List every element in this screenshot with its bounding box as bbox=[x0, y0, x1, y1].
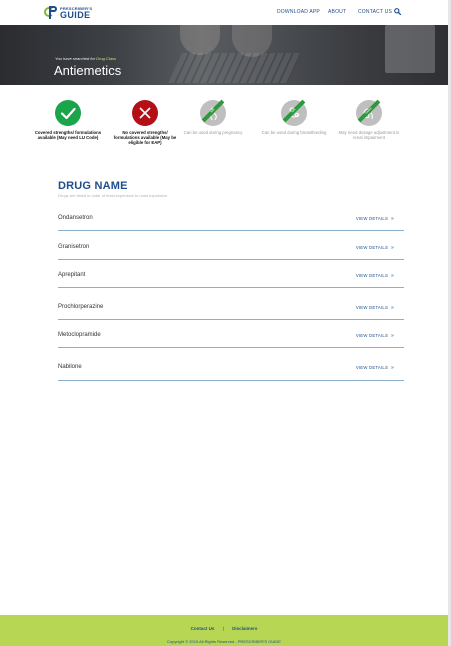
nav-about[interactable]: ABOUT bbox=[328, 9, 347, 15]
view-details-button[interactable]: VIEW DETAILS » bbox=[355, 365, 394, 371]
hero-keyboard bbox=[168, 53, 302, 83]
drug-row-aprepitant[interactable] bbox=[58, 266, 404, 288]
safe-badge: Safe bbox=[202, 100, 225, 123]
drug-name: Prochlorperazine bbox=[58, 304, 104, 310]
legend-not-covered-text: No covered strengths/ formulations available (May be eligible for EAP) bbox=[113, 130, 177, 146]
drug-row-metoclopramide[interactable] bbox=[58, 326, 404, 348]
hero-hand-left bbox=[180, 25, 220, 55]
row-divider bbox=[58, 347, 404, 348]
chevron-right-icon: » bbox=[391, 245, 394, 251]
chevron-right-icon: » bbox=[391, 365, 394, 371]
view-details-button[interactable]: VIEW DETAILS » bbox=[355, 245, 394, 251]
chevron-right-icon: » bbox=[391, 333, 394, 339]
logo-bottom-text: GUIDE bbox=[60, 9, 91, 20]
drug-list-heading: DRUG NAME bbox=[58, 180, 128, 192]
copyright-text: Copyright © 2019 All Rights Reserved - PRESCRIBER'S GUIDE bbox=[167, 639, 281, 644]
view-details-button[interactable]: VIEW DETAILS » bbox=[355, 333, 394, 339]
view-details-button[interactable]: VIEW DETAILS » bbox=[355, 305, 394, 311]
chevron-right-icon: » bbox=[391, 305, 394, 311]
drug-name: Aprepitant bbox=[58, 272, 86, 278]
legend-covered bbox=[33, 100, 103, 140]
caution-badge: Caution bbox=[358, 100, 381, 123]
search-icon[interactable] bbox=[394, 8, 401, 15]
legend-pregnancy-text: Can be used during pregnancy bbox=[183, 130, 243, 135]
logo-mark-icon bbox=[44, 6, 58, 20]
legend-renal-text: May need dosage adjustment in renal impairment bbox=[338, 130, 400, 141]
drug-row-prochlorperazine[interactable] bbox=[58, 298, 404, 320]
view-details-button[interactable]: VIEW DETAILS » bbox=[355, 216, 394, 222]
breastfeeding-icon bbox=[281, 100, 307, 126]
legend-covered-text: Covered strengths/ formulations available (May need LU Code) bbox=[34, 130, 102, 141]
search-context-prefix: You have searched for bbox=[55, 56, 96, 61]
chevron-right-icon: » bbox=[391, 273, 394, 279]
search-context bbox=[55, 56, 116, 61]
drug-row-granisetron[interactable] bbox=[58, 238, 404, 260]
nav-download-app[interactable]: DOWNLOAD APP bbox=[277, 9, 320, 15]
footer-disclaimers-link[interactable]: Disclaimers bbox=[232, 626, 258, 631]
safe-badge: Safe bbox=[283, 100, 306, 123]
row-divider bbox=[58, 259, 404, 260]
hero-banner bbox=[0, 25, 448, 85]
drug-name: Ondansetron bbox=[58, 215, 93, 221]
hero-clipboard bbox=[385, 25, 435, 73]
legend-not-covered bbox=[110, 100, 180, 146]
legend-breastfeeding-text: Can be used during breastfeeding bbox=[261, 130, 327, 135]
legend-pregnancy bbox=[178, 100, 248, 135]
site-header bbox=[0, 0, 448, 25]
check-icon bbox=[55, 100, 81, 126]
row-divider bbox=[58, 287, 404, 288]
footer-contact-link[interactable]: Contact Us bbox=[190, 626, 215, 631]
drug-name: Granisetron bbox=[58, 244, 90, 250]
drug-name: Nabilone bbox=[58, 364, 82, 370]
logo[interactable] bbox=[44, 5, 92, 21]
x-icon bbox=[132, 100, 158, 126]
row-divider bbox=[58, 380, 404, 381]
legend-breastfeeding bbox=[259, 100, 329, 135]
chevron-right-icon: » bbox=[391, 216, 394, 222]
page-title: Antiemetics bbox=[54, 63, 122, 78]
pregnancy-icon bbox=[200, 100, 226, 126]
drug-row-ondansetron[interactable] bbox=[58, 209, 404, 231]
drug-list-note: Drugs are listed in order of least expensive to most expensive bbox=[58, 193, 168, 198]
footer-links bbox=[0, 626, 448, 631]
footer-separator: | bbox=[222, 626, 224, 631]
logo-top-text: PRESCRIBER'S bbox=[60, 5, 93, 11]
site-footer bbox=[0, 615, 448, 646]
drug-name: Metoclopramide bbox=[58, 332, 101, 338]
renal-icon bbox=[356, 100, 382, 126]
row-divider bbox=[58, 230, 404, 231]
drug-row-nabilone[interactable] bbox=[58, 358, 404, 381]
search-context-class: Drug Class bbox=[96, 56, 116, 61]
row-divider bbox=[58, 319, 404, 320]
view-details-button[interactable]: VIEW DETAILS » bbox=[355, 273, 394, 279]
legend-renal bbox=[334, 100, 404, 140]
nav-contact-us[interactable]: CONTACT US bbox=[358, 9, 393, 15]
